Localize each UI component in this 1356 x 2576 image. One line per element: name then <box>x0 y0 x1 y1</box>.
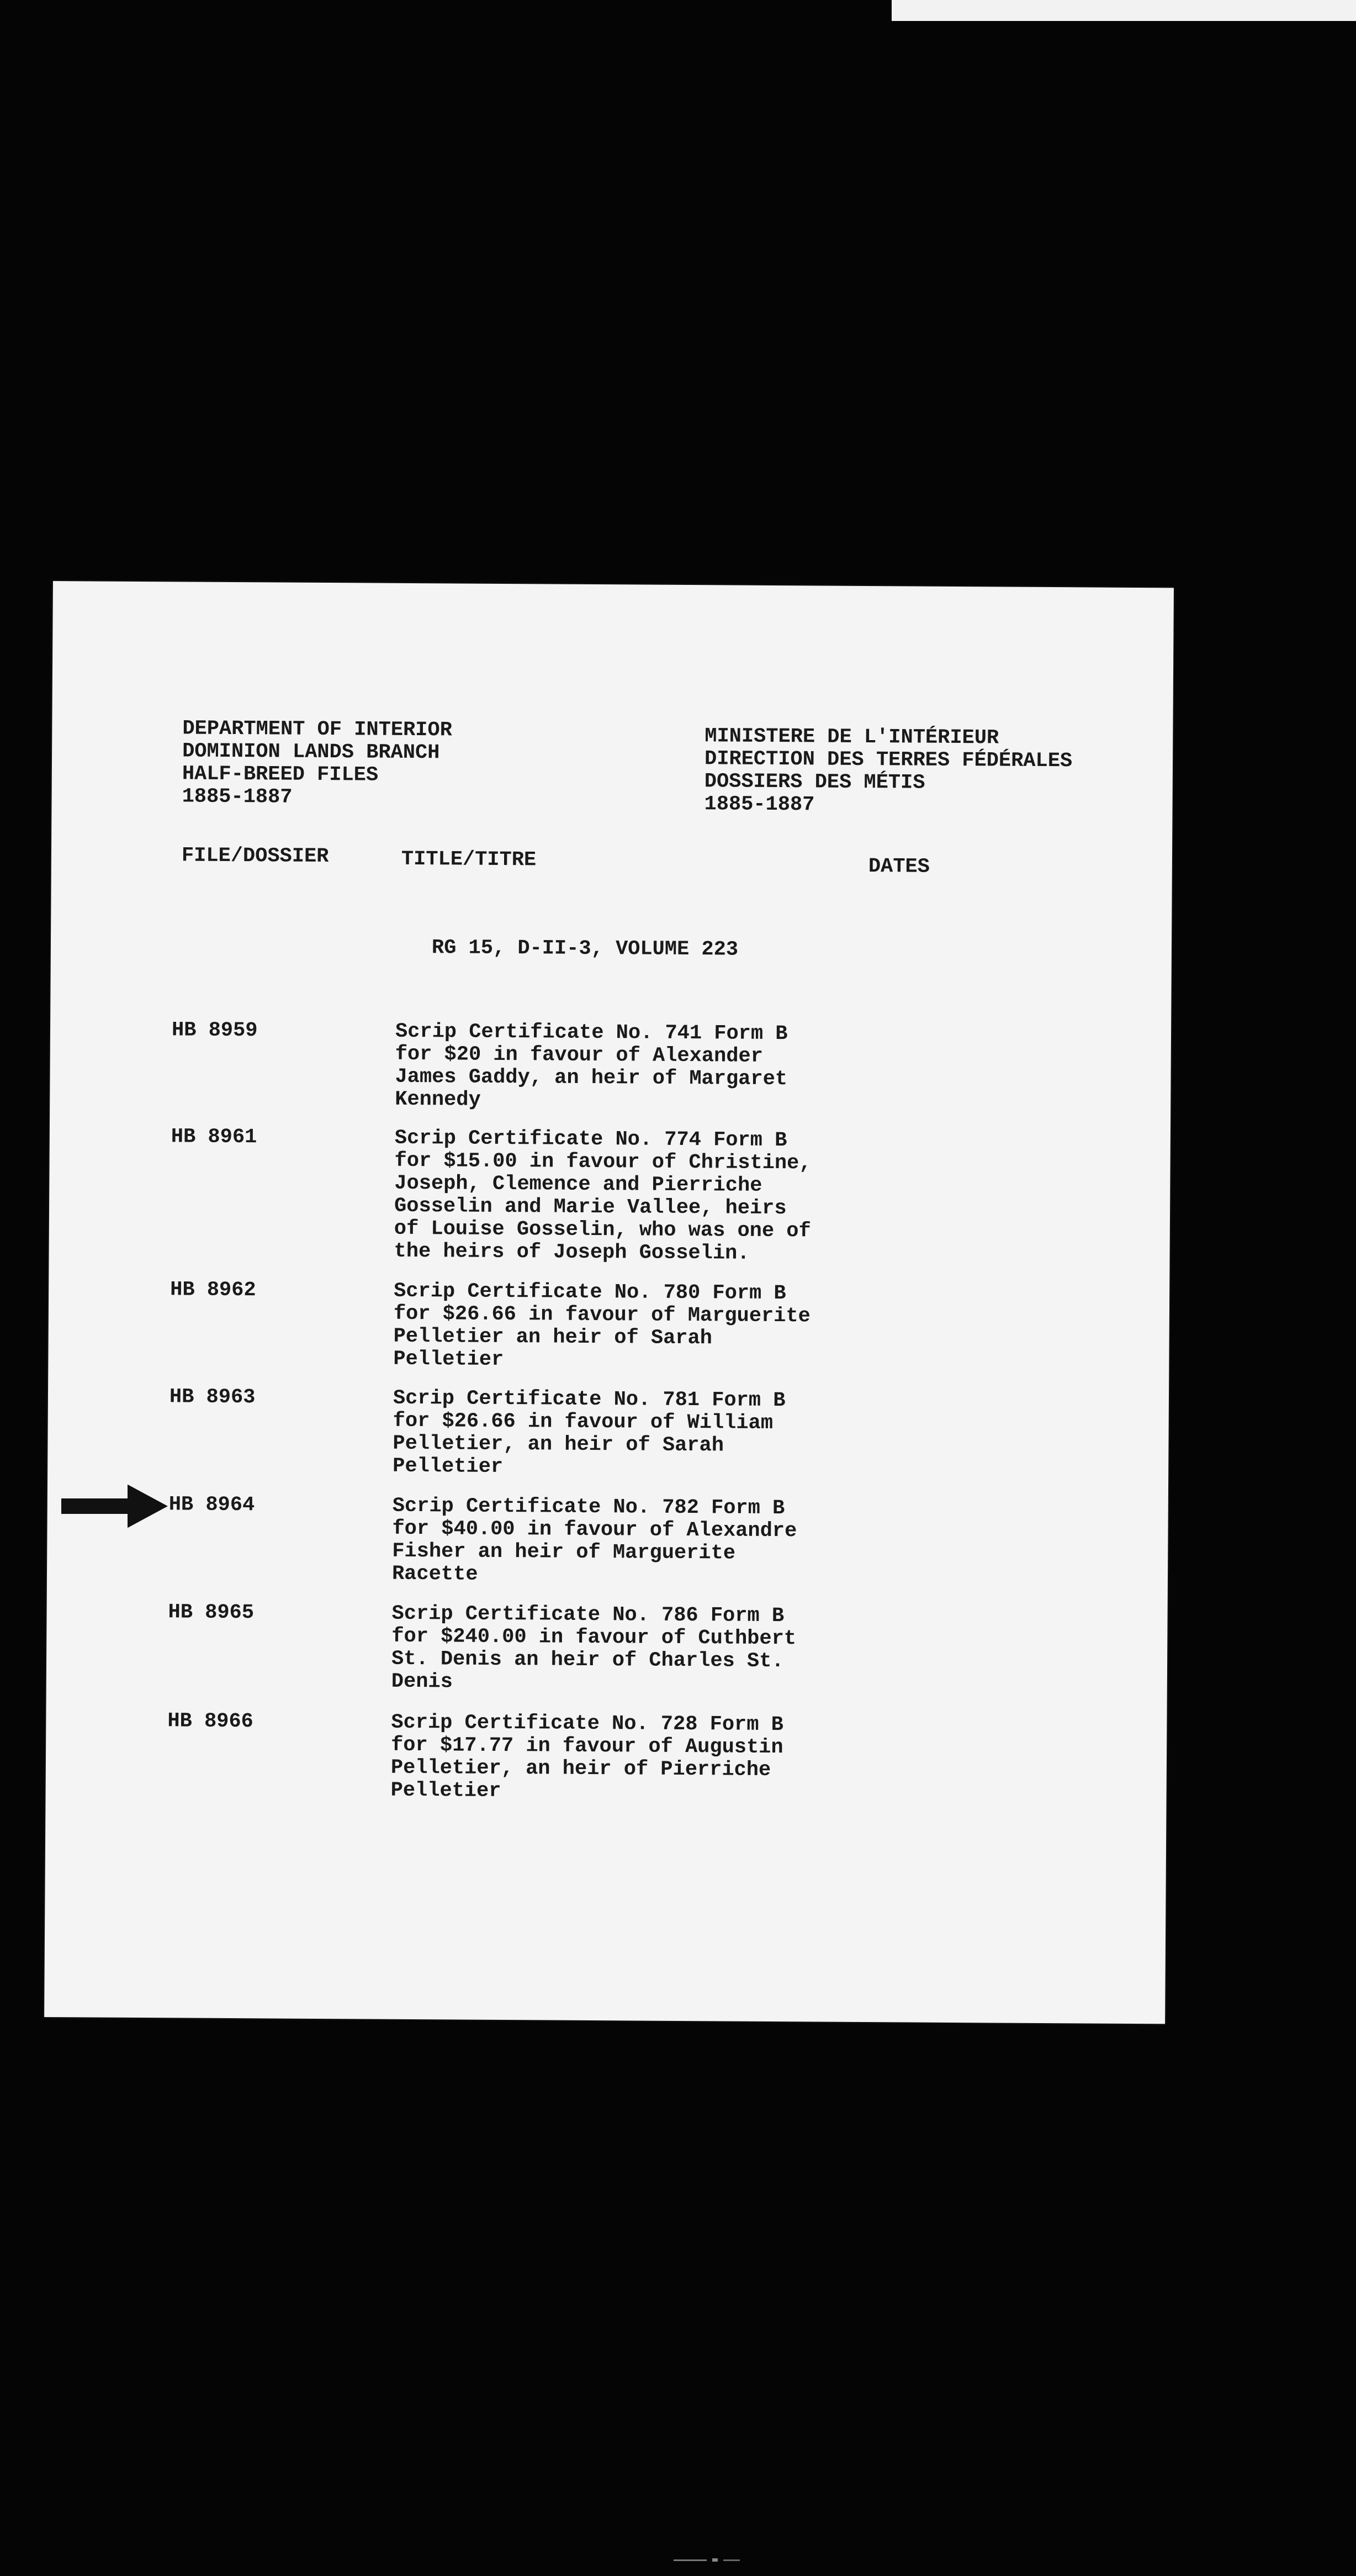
file-entry <box>167 1709 996 1803</box>
header-english-line: HALF-BREED FILES <box>182 762 379 787</box>
film-edge-marks <box>674 2557 745 2564</box>
header-french-line: DIRECTION DES TERRES FÉDÉRALES <box>704 747 1073 773</box>
entry-title <box>391 1712 888 1805</box>
file-number: HB 8963 <box>169 1385 256 1410</box>
file-entry <box>168 1493 997 1586</box>
header-english-line: DOMINION LANDS BRANCH <box>182 740 440 765</box>
entry-line: Scrip Certificate No. 780 Form B <box>394 1279 786 1306</box>
entry-title <box>394 1127 891 1266</box>
entry-line: for $26.66 in favour of William <box>393 1409 774 1435</box>
entry-line: Racette <box>391 1562 478 1586</box>
entry-line: for $240.00 in favour of Cuthbert <box>391 1624 797 1651</box>
entry-title <box>393 1387 890 1481</box>
header-french-line: MINISTERE DE L'INTÉRIEUR <box>705 725 999 750</box>
header-french <box>704 725 1072 818</box>
entry-line: for $17.77 in favour of Augustin <box>391 1733 783 1760</box>
file-entry <box>169 1385 998 1479</box>
entry-line: Scrip Certificate No. 786 Form B <box>391 1602 785 1628</box>
entry-line: Gosselin and Marie Vallee, heirs <box>394 1194 787 1221</box>
entry-title <box>395 1021 892 1114</box>
entry-line: Pelletier, an heir of Pierriche <box>390 1756 771 1782</box>
header-english-line: DEPARTMENT OF INTERIOR <box>182 717 452 742</box>
entry-line: the heirs of Joseph Gosselin. <box>394 1239 750 1265</box>
entry-line: for $15.00 in favour of Christine, <box>394 1149 812 1175</box>
entry-line: Denis <box>391 1670 453 1694</box>
file-entry <box>171 1125 999 1265</box>
column-header-dates: DATES <box>868 855 930 879</box>
column-header-title: TITLE/TITRE <box>401 847 537 872</box>
entry-line: of Louise Gosselin, who was one of <box>394 1217 811 1243</box>
entry-line: Scrip Certificate No. 774 Form B <box>394 1126 787 1153</box>
entry-line: for $40.00 in favour of Alexandre <box>392 1517 797 1543</box>
header-french-line: 1885-1887 <box>704 793 815 817</box>
header-french-line: DOSSIERS DES MÉTIS <box>704 770 925 795</box>
entry-line: Pelletier <box>390 1778 501 1803</box>
file-number: HB 8959 <box>171 1018 258 1043</box>
header-english <box>182 717 452 810</box>
entry-title <box>393 1280 891 1374</box>
entry-line: Scrip Certificate No. 781 Form B <box>393 1386 786 1413</box>
entry-line: Kennedy <box>395 1088 481 1112</box>
entry-line: Pelletier an heir of Sarah <box>393 1324 713 1350</box>
entry-line: for $20 in favour of Alexander <box>395 1042 764 1068</box>
entry-line: Fisher an heir of Marguerite <box>392 1539 736 1565</box>
file-entry <box>168 1601 997 1694</box>
entry-line: Pelletier, an heir of Sarah <box>393 1432 724 1458</box>
document-page <box>44 581 1174 2024</box>
column-header-file: FILE/DOSSIER <box>181 844 329 869</box>
right-arrow-icon <box>61 1484 169 1529</box>
entry-line: Scrip Certificate No. 782 Form B <box>392 1494 785 1521</box>
file-number: HB 8965 <box>168 1601 255 1625</box>
header-english-line: 1885-1887 <box>182 785 293 809</box>
file-number: HB 8962 <box>170 1278 256 1302</box>
file-number: HB 8961 <box>171 1125 257 1149</box>
entry-line: Joseph, Clemence and Pierriche <box>394 1171 762 1197</box>
entry-line: Scrip Certificate No. 728 Form B <box>391 1711 784 1737</box>
volume-reference: RG 15, D-II-3, VOLUME 223 <box>431 936 739 962</box>
file-entry <box>170 1278 998 1372</box>
file-number: HB 8966 <box>167 1709 253 1734</box>
entry-line: Pelletier <box>393 1454 504 1479</box>
entry-line: Pelletier <box>393 1347 504 1372</box>
entry-line: Scrip Certificate No. 741 Form B <box>395 1020 788 1046</box>
entry-line: St. Denis an heir of Charles St. <box>391 1647 784 1674</box>
entry-line: James Gaddy, an heir of Margaret <box>395 1065 788 1091</box>
film-edge-strip <box>892 0 1356 21</box>
entry-title <box>391 1603 889 1696</box>
file-entry <box>171 1018 1000 1112</box>
entry-title <box>392 1495 889 1588</box>
file-number: HB 8964 <box>168 1493 255 1517</box>
entry-line: for $26.66 in favour of Marguerite <box>393 1302 811 1328</box>
